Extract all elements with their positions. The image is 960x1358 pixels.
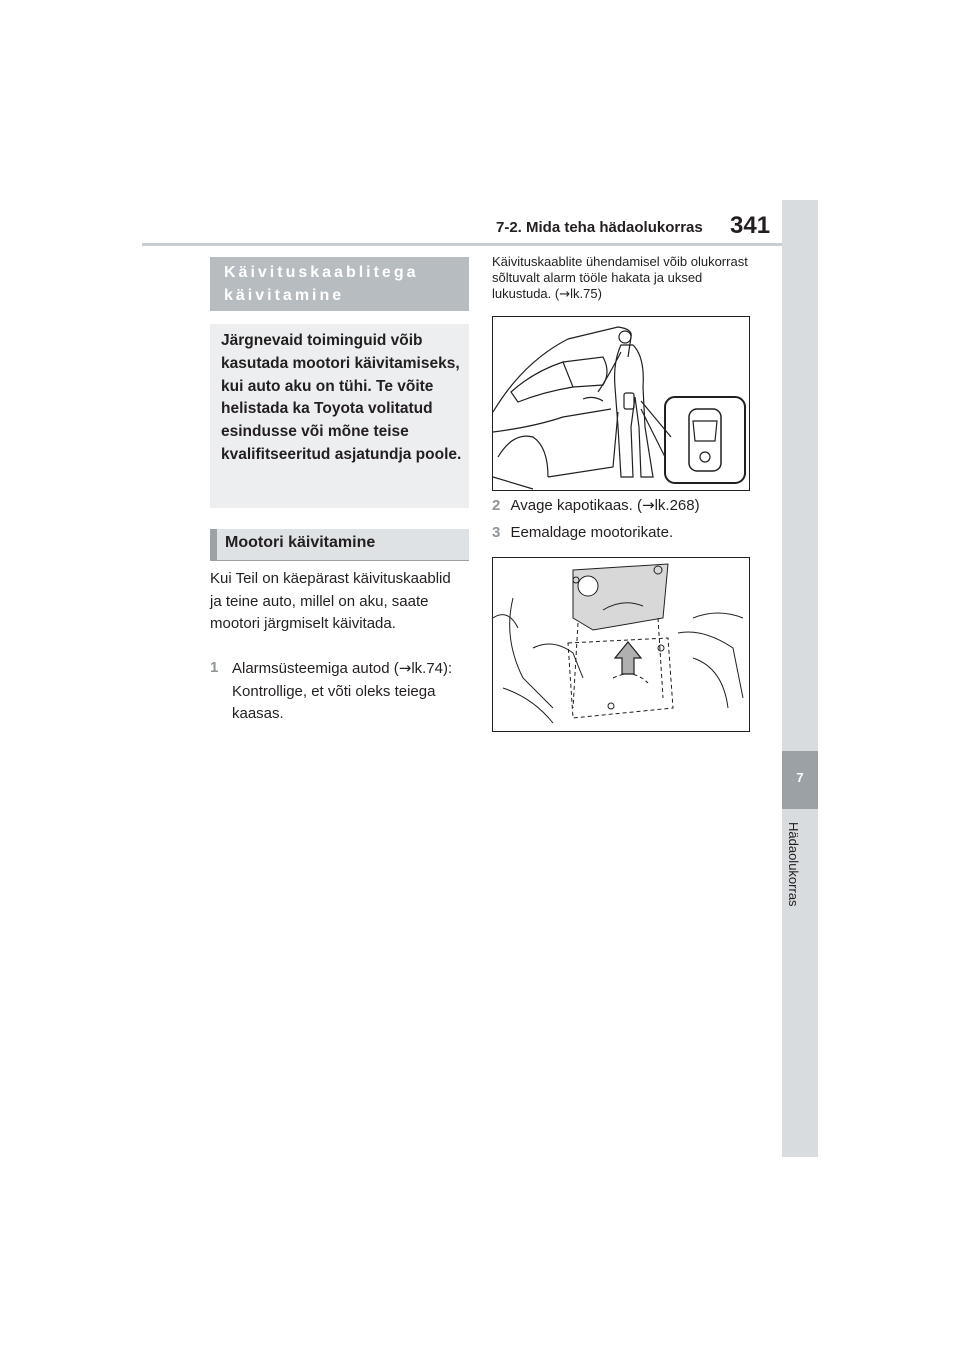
step-1-text-post: lk.74): Kontrollige, et võti oleks teiega kaasas. — [232, 660, 453, 722]
up-arrow-icon — [615, 642, 641, 674]
alarm-note-pre: Käivituskaablite ühendamisel võib olukorrast sõltuvalt alarm tööle hakata ja uksed lukustuda. ( — [492, 254, 748, 301]
arrow-icon: → — [398, 659, 412, 677]
section-heading: Käivituskaablitega käivitamine — [224, 264, 419, 304]
arrow-icon: → — [642, 496, 655, 514]
step-3 — [492, 522, 752, 545]
arrow-icon: → — [559, 287, 571, 302]
page-number: 341 — [730, 212, 771, 239]
step-1-number: 1 — [210, 659, 219, 676]
figure-engine-cover — [492, 557, 750, 732]
side-tab-number: 7 — [796, 770, 804, 785]
alarm-note — [492, 254, 748, 303]
step-3-text: Eemaldage mootorikate. — [510, 524, 674, 541]
car-key-illustration — [493, 317, 749, 490]
alarm-note-post: lk.75) — [570, 286, 602, 301]
step-1-text-pre: Alarmsüsteemiga autod ( — [232, 660, 399, 677]
subheading: Mootori käivitamine — [225, 534, 376, 551]
step-2-number: 2 — [492, 497, 501, 514]
intro-text: Järgnevaid toiminguid võib kasutada mootori käivitamiseks, kui auto aku on tühi. Te võite helistada ka Toyota volitatud esindusse või mõne teise kvalifitseeritud asjatundja poole. — [221, 332, 462, 463]
figure-car-key — [492, 316, 750, 491]
paragraph: Kui Teil on käepärast käivituskaablid ja teine auto, millel on aku, saate mootori järgmiselt käivitada. — [210, 570, 451, 632]
engine-cover-illustration — [493, 558, 749, 731]
step-1 — [210, 657, 465, 726]
section-heading-box — [210, 257, 469, 311]
header-rule — [142, 243, 782, 246]
step-2 — [492, 494, 752, 518]
step-3-number: 3 — [492, 524, 501, 541]
header-section-title: 7-2. Mida teha hädaolukorras — [496, 219, 703, 236]
intro-box — [210, 324, 469, 508]
subheading-box — [210, 529, 469, 561]
side-tab-strip — [782, 200, 818, 1157]
step-2-text-post: lk.268) — [654, 497, 700, 514]
side-tab-label: Hädaolukorras — [786, 822, 801, 907]
step-2-text-pre: Avage kapotikaas. ( — [510, 497, 642, 514]
